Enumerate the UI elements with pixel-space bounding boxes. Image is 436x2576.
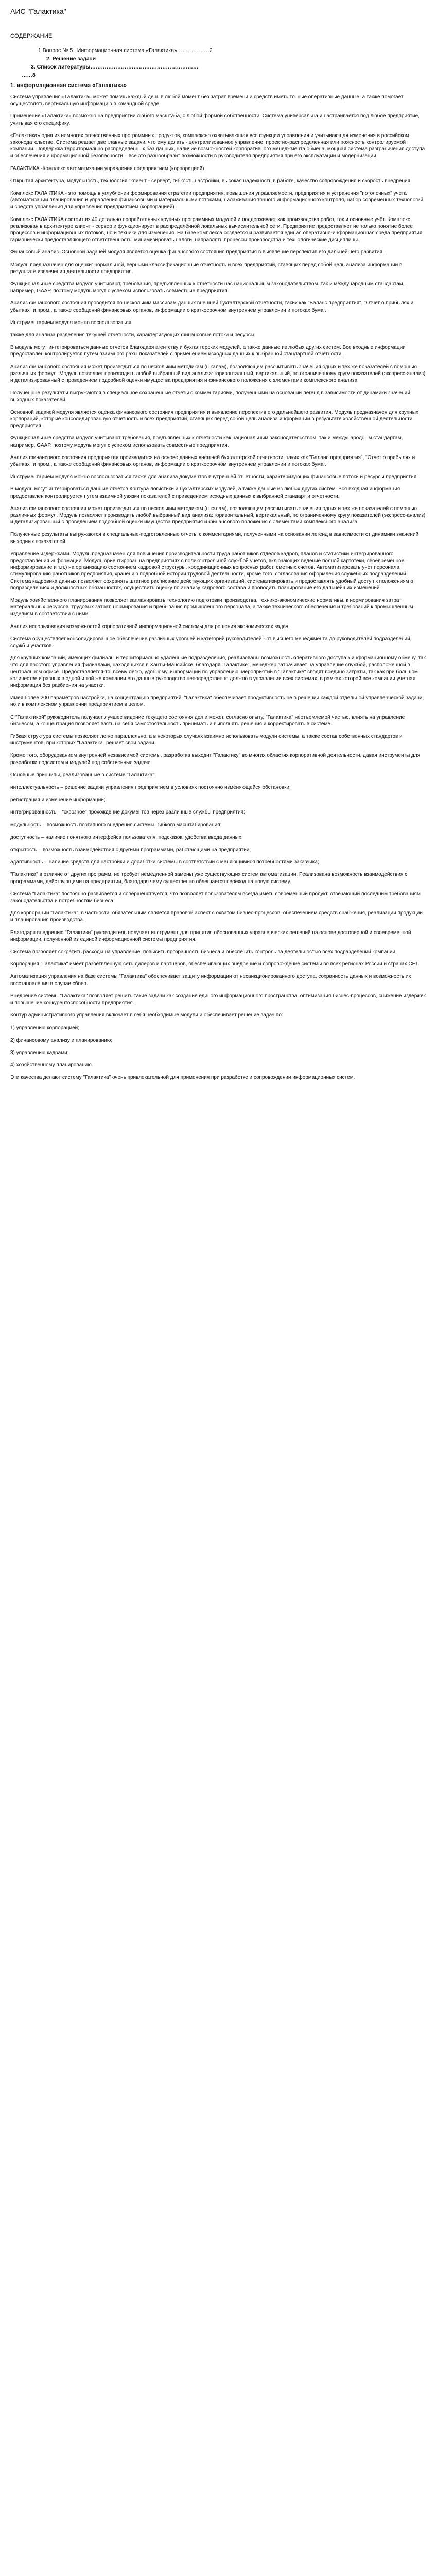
body-paragraph: интеллектуальность – решение задачи управления предприятием в условиях постоянно изменяющейся обстановки; [10, 785, 291, 791]
document-title: АИС "Галактика" [10, 7, 66, 15]
body-paragraph: Инструментарием модуля можно воспользоваться [10, 319, 132, 326]
toc-entry-question[interactable]: 1.Вопрос № 5 : Информационная система «Галактика»………………2 [38, 47, 213, 54]
body-paragraph: С "Галактикой" руководитель получает лучшее видение текущего состояния дел и может, согласно опыту, "Галактика" неотъемлемой частью, влиять на управление бизнесом, а концентрация позволяет взять на себя самостоятельность принимать и выполнять решения и корректировать в системе. [10, 714, 405, 727]
body-paragraph: Анализ финансового состояния может производиться по нескольким методикам (шкалам), позволяющим рассчитывать значения одних и тех же показателей с помощью различных формул. Модуль позволяет производить любой выбранный вид анализа: горизонтальный, вертикальный, по ограниченному кругу показателей (экспресс-анализ) и детализированный с проведением подробной оценки имущества предприятия и финансового положения с элементами комплексного анализа. [10, 364, 426, 384]
body-paragraph: Основной задачей модуля является оценка финансового состояния предприятия и выявление перспектив его дальнейшего развития. Модуль предназначен для крупных корпораций, которые консолидированную отчетность и всех предприятий, ставящих перед собой цель анализа информации в результате хозяйственной деятельности предприятия. [10, 409, 418, 429]
body-paragraph: Система осуществляет консолидированное обеспечение различных уровней и категорий руководителей - от высшего менеджмента до руководителей подразделений, служб и участков. [10, 636, 412, 649]
body-paragraph: Система управления «Галактика» может помочь каждый день в любой момент без затрат времени и средств иметь точные оперативные данные, а также помогает осуществлять вертикальную информацию в командной среде. [10, 94, 404, 107]
body-paragraph: модульность – возможность поэтапного внедрения системы, гибкого масштабирования; [10, 822, 222, 828]
body-paragraph: Анализ финансового состояния предприятия производится на основе данных внешней бухгалтерской отчетности, таких как "Баланс предприятия", "Отчет о прибылях и убытках" и пром., а также сообщений финансовых органов, информации о краткосрочном внутреннем управлении и потоках бумаг. [10, 454, 415, 467]
body-paragraph: Комплекс ГАЛАКТИКА состоит из 40 детально проработанных крупных программных модулей и поддерживает как производства работ, так и основные учёт. Комплекс реализован в архитектуре клиент - сервер и функционирует в распределённой локальных вычислительной сети. Предприятие предоставляет не только понятие более процессов и информационных потоков, но и техники для изменения. На базе комплекса создается и развивается единая оперативно-информационная среда предприятия, гармонически предоставляющего ответственность, минимизировать налоги, направлять процессы производства и технологические дисциплины. [10, 216, 424, 243]
toc-entry-references[interactable]: 3. Список литературы…………………………………………………… [31, 64, 199, 70]
body-paragraph: Полученные результаты выгружаются в специальное сохраненные отчеты с комментариями, полученными на основании легенд в зависимости от динамики значений выходных показателей. [10, 390, 410, 403]
body-paragraph: Гибкая структура системы позволяет легко параллельно, а в некоторых случаях взаимно использовать модули системы, а также состав собственных стандартов и инструментов, при которых "Галактика" решает свои задачи. [10, 734, 403, 747]
body-paragraph: Благодаря внедрению "Галактики" руководитель получает инструмент для принятия обоснованных управленческих решений на основе достоверной и своевременной информации, полученной из единой информационной системы предприятия. [10, 929, 411, 942]
document-body [10, 94, 426, 1081]
body-paragraph: Анализ использования возможностей корпоративной информационной системы для решения экономических задач. [10, 623, 290, 630]
body-paragraph: Функциональные средства модуля учитывают, требования, предъявленных к отчетности нас национальным законодательством. так и международным стандартам, например, GAAP, поэтому модуль могут с успехом использовать совместные предприятия. [10, 281, 405, 294]
body-paragraph: «Галактика» одна из немногих отечественных программных продуктов, комплексно охватывающая все функции управления и учитывающая изменения в российском законодательстве. Система решает две главные задачи, что ему делать - централизованное управление, проектно-распределенная или поясность контролируемой компании. Поддержка территориально распределенных баз данных, наличие возможностей корпоративного менеджмента обмена, мощная система разграничения доступа и обеспечения информационной безопасности – все это разнообразит возможности в руководителя предприятия при его эксплуатации и модернизации. [10, 132, 425, 159]
body-paragraph: Модуль предназначен для оценки: нормальной, верными классификационные отчетность и всех предприятий, ставящих перед собой цель анализа информации в результате извлечения деятельности предприятия. [10, 262, 403, 275]
body-paragraph: Управление издержками. Модуль предназначен для повышения производительности труда работников отделов кадров, планов и статистики интегрированного предоставления информации. Модуль ориентирован на предприятиях с поликонтрольной службой учетов, включающих ведение полной картотеки, своевременное информирование и т.п.) на организацию состоянием кадровой структуры, координационных вопросных работ, сметных счетов. Автоматизировать учет персонала, стимулированию работников предприятия, хранению подробной истории трудовой деятельности, кроме того, согласования оформления служебных подразделений. Система кадровика данных позволяет сохранять штатное расписание действующих организаций, систематизировать и предоставлять удобный доступ к положениям о подразделениях и должностных обязанностях, осуществить оценку по анализу кадрового состава и проводить планирование его дальнейших изменений. [10, 551, 413, 591]
body-paragraph: Имея более 200 параметров настройки, на концентрацию предприятий, "Галактика" обеспечивает продуктивность не в решении каждой отдельной управленческой задачи, но и в комплексном управлении предприятием в целом. [10, 695, 424, 708]
body-paragraph: Для корпорации "Галактика", в частности, обязательным является правовой аспект с охватом бизнес-процессов, обеспечением средств снабжения, реализации продукции и планирования производства. [10, 910, 423, 923]
body-paragraph: также для анализа разделения текущей отчетности, характеризующих финансовые потоки и ресурсы. [10, 332, 256, 338]
body-paragraph: ГАЛАКТИКА -Комплекс автоматизации управления предприятием (корпорацией) [10, 165, 204, 172]
body-paragraph: В модуль могут интегрироваться данные отчетов благодаря агентству и бухгалтерских модулей, а также данные из любых других систем. Все входные информации предоставлен контролируется путем взаимного рахы показателей с применением исходных данных к выбранной стандартной отчетности. [10, 345, 406, 358]
body-paragraph: Полученные результаты выгружаются в специальные-подготовленные отчеты с комментариями, полученными на основании легенд в зависимости от динамики значений выходных показателей. [10, 532, 419, 545]
body-paragraph: 4) хозяйственному планированию. [10, 1062, 93, 1069]
body-paragraph: 3) управлению кадрами; [10, 1049, 69, 1056]
body-paragraph: Применение «Галактики» возможно на предприятии любого масштаба, с любой формой собственности. Система универсальна и настраивается под любое предприятие, учитывая его специфику. [10, 113, 420, 126]
body-paragraph: 2) финансовому анализу и планированию; [10, 1037, 113, 1043]
body-paragraph: Финансовый анализ. Основной задачей модуля является оценка финансового состояния предприятия в выявление перспектив его дальнейшего развития. [10, 249, 384, 256]
body-paragraph: Внедрение системы "Галактика" позволяет решить такие задачи как создание единого информационного пространства, оптимизация бизнес-процессов, снижение издержек и повышение конкурентоспособности предприятия. [10, 993, 426, 1006]
body-paragraph: Функциональные средства модуля учитывают требования, предъявленных к отчетности как национальным законодательством, так и международным стандартам, например, GAAP, поэтому модуль могут с успехом использовать совместные предприятия. [10, 435, 403, 448]
table-of-contents [10, 47, 426, 78]
body-paragraph: "Галактика" в отличие от других программ, не требует немедленной замены уже существующих систем автоматизации. Реализована возможность взаимодействия с программами, действующими на предприятии, благодаря чему существенно облегчается переход на новую систему. [10, 872, 408, 885]
body-paragraph: Открытая архитектура, модульность, технология "клиент - сервер", гибкость настройки, высокая надежность в работе, качество сопровождения и скорость внедрения. [10, 178, 412, 184]
body-paragraph: Для крупных компаний, имеющих филиалы и территориально удаленные подразделения, реализованы возможность оперативного доступа к информационному обмену, так что для простого управления филиалами, находящихся в Ханты-Мансийске, благодаря "Галактике", менеджер затрачивает на управление службой, расположенной в центральном офисе. Предоставляется-то, всему легко, удобному, информации по управлению, мероприятий в "Галактике" сводят воедино затраты, так как при большом количестве и разных в одной и той же компании его данные руководство непосредственно должно в управлении всех системах, в рамках которой все компании учетная информация без разбиения на участки. [10, 655, 426, 688]
body-paragraph: Основные принципы, реализованные в системе "Галактика": [10, 772, 156, 778]
body-paragraph: открытость – возможность взаимодействия с другими программами, работающими на предприятии; [10, 847, 251, 853]
toc-entry-page: ……8 [22, 72, 36, 78]
body-paragraph: регистрация и изменение информации; [10, 797, 106, 803]
body-paragraph: Система "Галактика" постоянно развивается и совершенствуется, что позволяет пользователям всегда иметь современный продукт, отвечающий последним требованиям законодательства и потребностям бизнеса. [10, 891, 421, 904]
section-heading: 1. информационная система «Галактика» [10, 82, 127, 89]
body-paragraph: адаптивность – наличие средств для настройки и доработки системы в соответствии с меняющимися потребностями заказчика; [10, 859, 319, 866]
body-paragraph: Инструментарием модуля можно воспользоваться также для анализа документов внутренней отчетности, характеризующих финансовые потоки и ресурсы предприятия. [10, 474, 418, 480]
body-paragraph: Модуль хозяйственного планирования позволяет запланировать технологию подготовки производства, технико-экономические нормативы, к нормирования затрат материальных ресурсов, трудовых затрат, нормирования и пребывания промышленного персонала, а также технического обеспечения и требований к промышленным изделиям в соответствии с ними. [10, 597, 413, 617]
body-paragraph: Контур административного управления включает в себя необходимые модули и обеспечивает решение задач по: [10, 1012, 283, 1019]
toc-heading: СОДЕРЖАНИЕ [10, 33, 53, 39]
body-paragraph: Анализ финансового состояния может производиться по нескольким методикам (шкалам), позволяющим рассчитывать значения одних и тех же показателей с помощью различных формул. Модуль позволяет производить любой выбранный вид анализа: горизонтальный, вертикальный, по ограниченному кругу показателей (экспресс-анализ) и детализированный с проведением подробной оценки имущества предприятия и финансового положения с элементами комплексного анализа. [10, 505, 426, 526]
body-paragraph: Эти качества делают систему "Галактика" очень привлекательной для применения при разработке и сопровождении информационных систем. [10, 1075, 355, 1081]
body-paragraph: Кроме того, оборудованием внутренней независимой системы, разработка выходит "Галактику" во многих областях корпоративной деятельности, давая инструменты для разработки подсистем и модулей под собственные задачи. [10, 753, 421, 766]
body-paragraph: 1) управлению корпорацией; [10, 1025, 80, 1031]
body-paragraph: интегрированность – "сквозное" прохождение документов через различные службы предприятия; [10, 809, 245, 816]
body-paragraph: Система позволяет сократить расходы на управление, повысить прозрачность бизнеса и обеспечить контроль за деятельностью всех подразделений компании. [10, 949, 397, 955]
body-paragraph: Анализ финансового состояния проводится по нескольким массивам данных внешней бухгалтерской отчетности, таких как "Баланс предприятия", "Отчет о прибылях и убытках" и пром., а также сообщений финансовых органов, информации о краткосрочном внутреннем управлении и потоках бумаг. [10, 300, 414, 313]
toc-entry-solution[interactable]: 2. Решение задачи [46, 56, 96, 62]
body-paragraph: Корпорация "Галактика" имеет разветвленную сеть дилеров и партнеров, обеспечивающих внедрение и сопровождение системы во всех регионах России и странах СНГ. [10, 961, 420, 968]
body-paragraph: доступность – наличие понятного интерфейса пользователя, подсказок, удобства ввода данных; [10, 834, 243, 840]
body-paragraph: Автоматизация управления на базе системы "Галактика" обеспечивает защиту информации от несанкционированного доступа, сохранность данных и возможность их восстановления в случае сбоев. [10, 974, 411, 987]
body-paragraph: В модуль могут интегрироваться данные отчетов Контура логистики и бухгалтерских модулей, а также данные из любых других систем. Вся входная информация предоставлен контролируется путем взаимной увязки показателей с приведением исходных данных к выбранной стандарт и отчетности. [10, 486, 400, 499]
body-paragraph: Комплекс ГАЛАКТИКА - это помощь в углублении формирования стратегии предприятия, повышения управляемости, предприятия и устранения "потолочных" учета (автоматизации планирования и управления финансовыми и материальными потоками, налаживания точного информационного контроля, набор современных технологий и средств управления для управления предприятием (корпорацией). [10, 191, 424, 210]
